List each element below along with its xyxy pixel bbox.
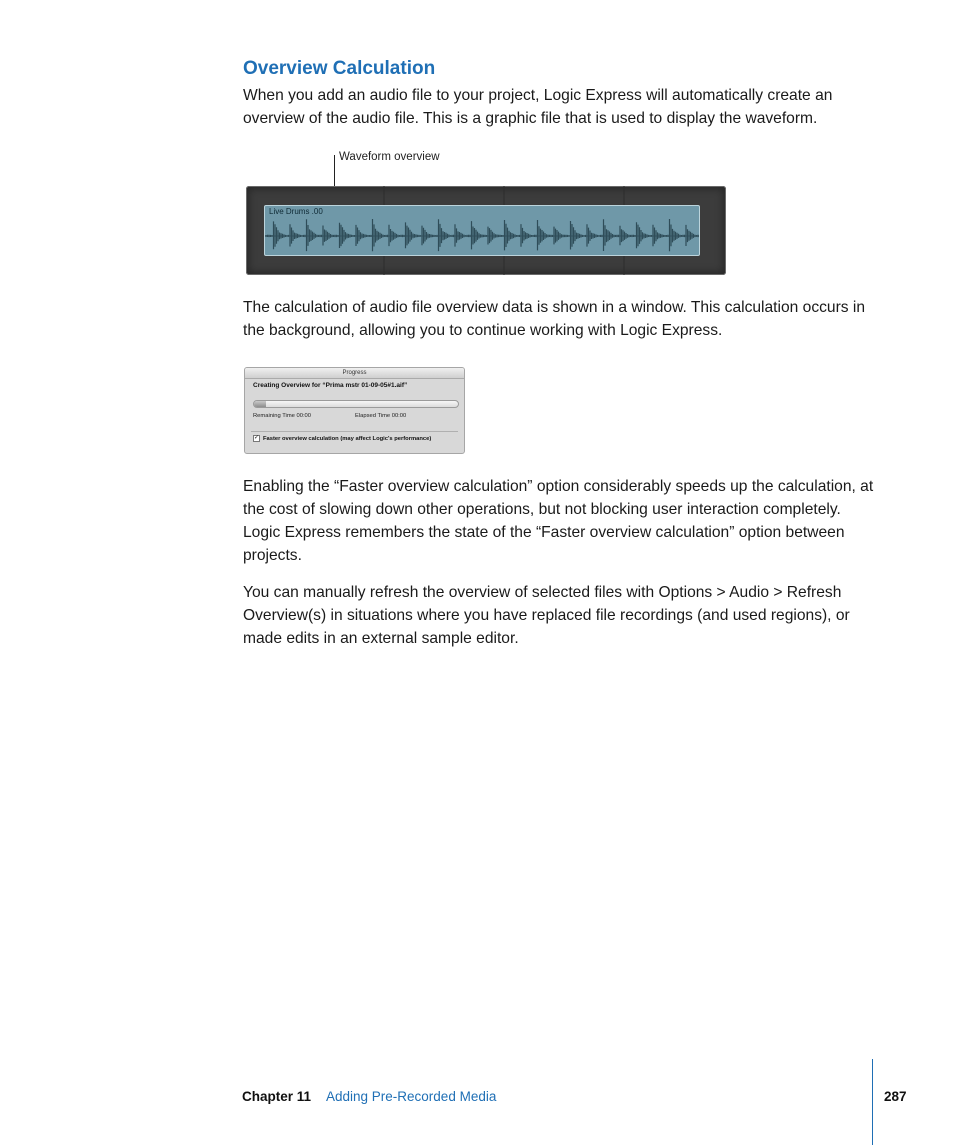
progress-window-title: Progress bbox=[245, 368, 464, 379]
elapsed-time: Elapsed Time 00:00 bbox=[355, 413, 407, 419]
progress-window bbox=[244, 367, 465, 454]
paragraph-refresh: You can manually refresh the overview of selected files with Options > Audio > Refresh Overview(s) in situations where you have replaced file recordings (and used regions), or made edits in an external sample editor. bbox=[243, 584, 850, 647]
footer-chapter-title: Adding Pre-Recorded Media bbox=[326, 1089, 497, 1104]
paragraph-calculation: The calculation of audio file overview data is shown in a window. This calculation occurs in the background, allowing you to continue working with Logic Express. bbox=[243, 299, 866, 339]
progress-status-text: Creating Overview for “Prima mstr 01-09-05#1.aif” bbox=[253, 382, 408, 389]
waveform-callout-label: Waveform overview bbox=[339, 151, 440, 163]
region-name: Live Drums .00 bbox=[269, 207, 323, 216]
paragraph-faster-option: Enabling the “Faster overview calculation” option considerably speeds up the calculation, at the cost of slowing down other operations, but not blocking user interaction completely. Logic Express remembers the state of the “Faster overview calculation” option between projects. bbox=[243, 478, 874, 564]
progress-bar bbox=[253, 400, 459, 408]
remaining-time: Remaining Time 00:00 bbox=[253, 413, 311, 419]
page-number: 287 bbox=[884, 1089, 907, 1104]
waveform-overview bbox=[265, 206, 700, 256]
waveform-path bbox=[266, 219, 700, 251]
faster-overview-checkbox[interactable]: ✓ bbox=[254, 435, 260, 441]
progress-bar-fill bbox=[254, 401, 266, 407]
footer-rule bbox=[872, 1059, 873, 1145]
footer-chapter: Chapter 11 bbox=[242, 1089, 312, 1104]
paragraph-intro: When you add an audio file to your project, Logic Express will automatically create an overview of the audio file. This is a graphic file that is used to display the waveform. bbox=[243, 87, 833, 127]
faster-overview-label[interactable]: Faster overview calculation (may affect Logic's performance) bbox=[263, 436, 432, 442]
section-heading: Overview Calculation bbox=[243, 58, 436, 79]
progress-divider bbox=[251, 431, 458, 432]
audio-region[interactable] bbox=[264, 205, 700, 256]
